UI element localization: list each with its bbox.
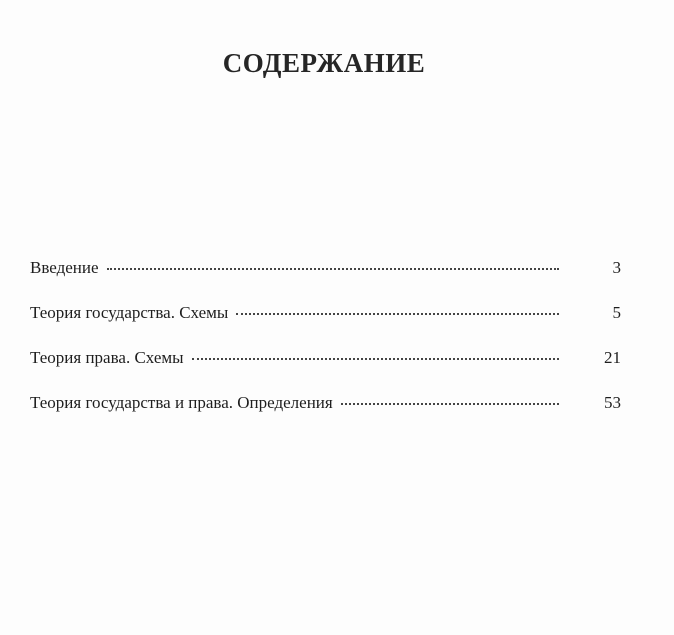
toc-entry-page: 5 — [612, 303, 621, 322]
toc-entry-page: 21 — [604, 348, 621, 367]
toc-entry-label: Введение — [30, 258, 99, 277]
toc-entry-label: Теория государства и права. Определения — [30, 393, 333, 412]
toc-entry — [30, 348, 621, 393]
dot-leader — [192, 357, 559, 360]
toc-entry — [30, 258, 621, 303]
toc-entry-page: 3 — [612, 258, 621, 277]
dot-leader — [341, 402, 559, 405]
table-of-contents — [30, 258, 621, 438]
page-title: СОДЕРЖАНИЕ — [222, 48, 426, 78]
toc-entry — [30, 303, 621, 348]
toc-entry-label: Теория государства. Схемы — [30, 303, 229, 322]
dot-leader — [107, 267, 559, 270]
dot-leader — [236, 312, 559, 315]
toc-entry-page: 53 — [604, 393, 621, 412]
toc-entry — [30, 393, 621, 438]
toc-entry-label: Теория права. Схемы — [30, 348, 184, 367]
